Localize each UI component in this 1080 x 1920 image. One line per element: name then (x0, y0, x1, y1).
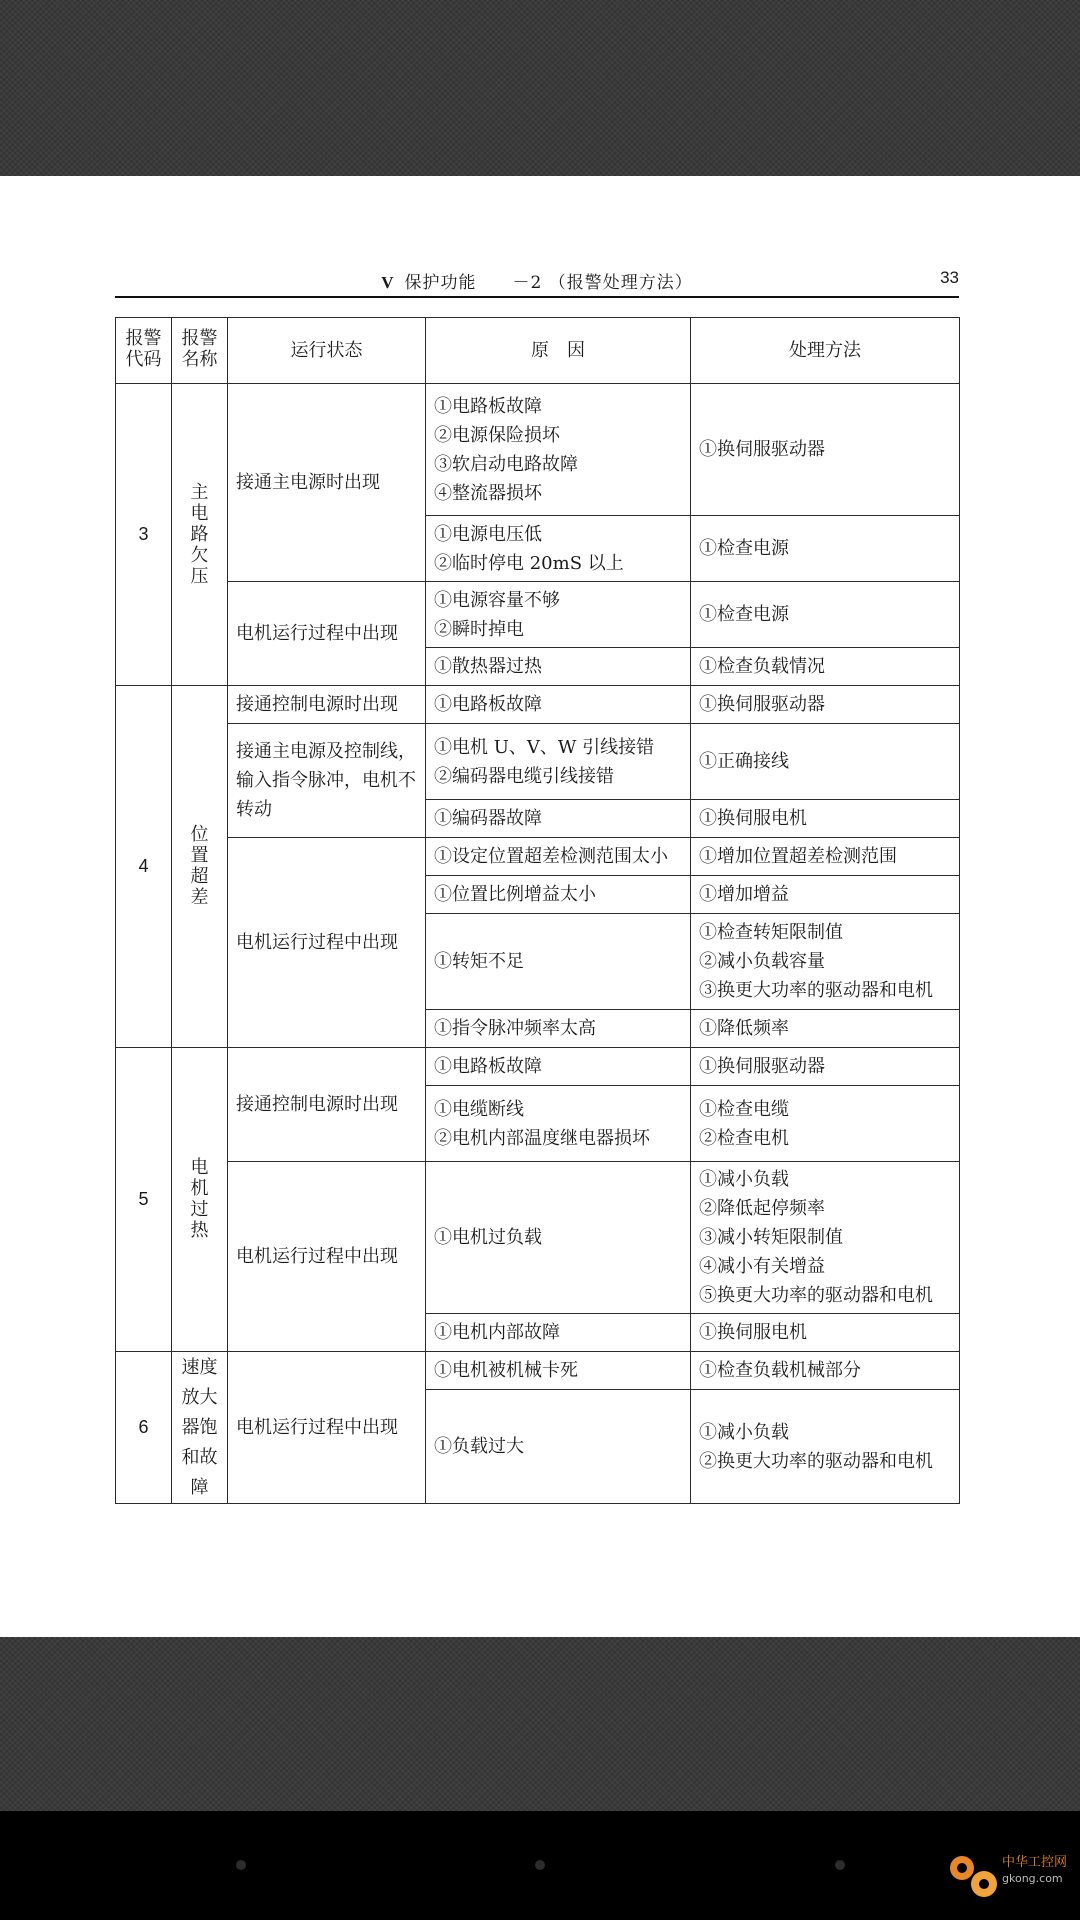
alarm-name-text: 电机过热 (190, 1157, 209, 1241)
remedy-cell (691, 686, 960, 724)
chapter-mark: V (381, 273, 395, 292)
cause-cell (426, 800, 691, 838)
cause-line: ②临时停电 20mS 以上 (434, 552, 624, 574)
run-state-text: 接通控制电源时出现 (236, 1094, 398, 1115)
nav-home-button[interactable] (535, 1860, 545, 1870)
cause-line: ①指令脉冲频率太高 (434, 1018, 596, 1039)
remedy-cell (691, 1162, 960, 1314)
viewer-top-background (0, 0, 1080, 176)
cause-line: ②瞬时掉电 (434, 618, 524, 640)
run-state (228, 1162, 426, 1352)
run-state (228, 838, 426, 1048)
cause-cell (426, 1352, 691, 1390)
remedy-line: ①换伺服电机 (699, 1322, 807, 1343)
remedy-line: ⑤换更大功率的驱动器和电机 (699, 1285, 933, 1306)
cause-cell (426, 876, 691, 914)
remedy-cell (691, 838, 960, 876)
alarm-name (172, 686, 228, 1048)
alarm-name (172, 384, 228, 686)
cause-line: ①负载过大 (434, 1436, 524, 1457)
run-state (228, 582, 426, 686)
table-row (116, 1162, 960, 1314)
cause-cell (426, 686, 691, 724)
remedy-line: ①降低频率 (699, 1018, 789, 1039)
alarm-name-text: 速度放大器饱和故障 (181, 1356, 218, 1498)
cause-cell (426, 582, 691, 648)
remedy-cell (691, 1010, 960, 1048)
remedy-line: ①检查转矩限制值 (699, 922, 843, 943)
remedy-cell (691, 582, 960, 648)
run-state-text: 电机运行过程中出现 (236, 623, 398, 644)
remedy-cell (691, 1352, 960, 1390)
remedy-line: ①换伺服驱动器 (699, 439, 825, 460)
cause-line: ②电机内部温度继电器损坏 (434, 1127, 650, 1149)
watermark-subtext: gkong.com (1002, 1872, 1063, 1885)
remedy-line: ②换更大功率的驱动器和电机 (699, 1450, 933, 1472)
cause-cell (426, 724, 691, 800)
cause-line: ①电机内部故障 (434, 1322, 560, 1343)
cause-line: ①编码器故障 (434, 808, 542, 829)
cause-cell (426, 1086, 691, 1162)
viewer-bottom-background (0, 1637, 1080, 1811)
gear-icon (950, 1856, 997, 1897)
header-alarm-code: 报警代码 (116, 318, 172, 384)
nav-recents-button[interactable] (835, 1860, 845, 1870)
remedy-line: ①换伺服驱动器 (699, 694, 825, 715)
remedy-line: ①增加位置超差检测范围 (699, 846, 897, 867)
remedy-line: ③减小转矩限制值 (699, 1227, 843, 1248)
remedy-cell (691, 800, 960, 838)
remedy-line: ①增加增益 (699, 884, 789, 905)
section-title: 保护功能 －2 （报警处理方法） (404, 273, 693, 293)
remedy-cell (691, 876, 960, 914)
alarm-name-text: 位置超差 (190, 824, 209, 908)
alarm-code: 5 (116, 1048, 172, 1352)
remedy-cell (691, 1390, 960, 1504)
run-state (228, 1048, 426, 1162)
table-row (116, 384, 960, 516)
cause-cell (426, 1390, 691, 1504)
remedy-line: ①减小负载 (699, 1169, 789, 1190)
run-state-text: 电机运行过程中出现 (236, 1417, 398, 1438)
cause-line: ①电路板故障 (434, 694, 542, 715)
cause-line: ②编码器电缆引线接错 (434, 765, 614, 787)
cause-line: ①设定位置超差检测范围太小 (434, 846, 668, 867)
alarm-code: 6 (116, 1352, 172, 1504)
cause-cell (426, 1010, 691, 1048)
remedy-line: ②减小负载容量 (699, 951, 825, 972)
remedy-line: ①检查电源 (699, 538, 789, 559)
run-state (228, 686, 426, 724)
cause-cell (426, 838, 691, 876)
table-row (116, 582, 960, 648)
alarm-handling-table (115, 317, 960, 1504)
cause-cell (426, 516, 691, 582)
running-header (115, 262, 959, 298)
table-row (116, 686, 960, 724)
remedy-cell (691, 384, 960, 516)
run-state-text: 接通控制电源时出现 (236, 694, 398, 715)
table-row (116, 838, 960, 876)
table-header-row (116, 318, 960, 384)
remedy-line: ①检查负载情况 (699, 656, 825, 677)
run-state-text: 电机运行过程中出现 (236, 932, 398, 953)
header-remedy: 处理方法 (691, 318, 960, 384)
header-run-state: 运行状态 (228, 318, 426, 384)
header-alarm-name: 报警名称 (172, 318, 228, 384)
alarm-code: 4 (116, 686, 172, 1048)
cause-line: ①转矩不足 (434, 951, 524, 972)
run-state (228, 384, 426, 582)
cause-line: ①电路板故障 (434, 395, 542, 417)
run-state (228, 1352, 426, 1504)
remedy-line: ①正确接线 (699, 751, 789, 772)
remedy-line: ①检查负载机械部分 (699, 1360, 861, 1381)
table-row (116, 724, 960, 800)
remedy-line: ①换伺服电机 (699, 808, 807, 829)
remedy-line: ②降低起停频率 (699, 1198, 825, 1219)
run-state-text: 接通主电源时出现 (236, 472, 380, 493)
cause-line: ①电机 U、V、W 引线接错 (434, 736, 655, 758)
table-row (116, 1048, 960, 1086)
alarm-name (172, 1048, 228, 1352)
cause-line: ①电源电压低 (434, 523, 542, 545)
page-number: 33 (940, 268, 959, 287)
run-state-text: 电机运行过程中出现 (236, 1246, 398, 1267)
run-state (228, 724, 426, 838)
remedy-cell (691, 1314, 960, 1352)
remedy-line: ③换更大功率的驱动器和电机 (699, 980, 933, 1001)
remedy-line: ④减小有关增益 (699, 1256, 825, 1277)
watermark-logo (940, 1846, 1070, 1904)
cause-line: ①电机被机械卡死 (434, 1360, 578, 1381)
cause-cell (426, 384, 691, 516)
cause-cell (426, 914, 691, 1010)
alarm-code: 3 (116, 384, 172, 686)
remedy-cell (691, 724, 960, 800)
table-row (116, 1352, 960, 1390)
alarm-name (172, 1352, 228, 1504)
running-header-title (115, 268, 959, 293)
nav-back-button[interactable] (236, 1860, 246, 1870)
remedy-cell (691, 1048, 960, 1086)
cause-line: ①散热器过热 (434, 656, 542, 677)
remedy-cell (691, 648, 960, 686)
cause-line: ②电源保险损坏 (434, 424, 560, 446)
remedy-line: ①换伺服驱动器 (699, 1056, 825, 1077)
cause-line: ①电路板故障 (434, 1056, 542, 1077)
remedy-line: ②检查电机 (699, 1127, 789, 1149)
cause-cell (426, 648, 691, 686)
cause-line: ①电缆断线 (434, 1098, 524, 1120)
run-state-text: 接通主电源及控制线，输入指令脉冲，电机不转动 (236, 741, 416, 820)
header-cause: 原 因 (426, 318, 691, 384)
cause-cell (426, 1162, 691, 1314)
cause-line: ①位置比例增益太小 (434, 884, 596, 905)
watermark-text: 中华工控网 (1002, 1855, 1068, 1870)
cause-line: ①电源容量不够 (434, 589, 560, 611)
remedy-line: ①检查电源 (699, 604, 789, 625)
remedy-cell (691, 1086, 960, 1162)
cause-line: ③软启动电路故障 (434, 453, 578, 475)
cause-cell (426, 1048, 691, 1086)
alarm-name-text: 主电路欠压 (190, 481, 209, 587)
cause-cell (426, 1314, 691, 1352)
cause-line: ④整流器损坏 (434, 482, 542, 504)
cause-line: ①电机过负载 (434, 1227, 542, 1248)
remedy-line: ①检查电缆 (699, 1098, 789, 1120)
remedy-cell (691, 914, 960, 1010)
remedy-line: ①减小负载 (699, 1421, 789, 1443)
remedy-cell (691, 516, 960, 582)
